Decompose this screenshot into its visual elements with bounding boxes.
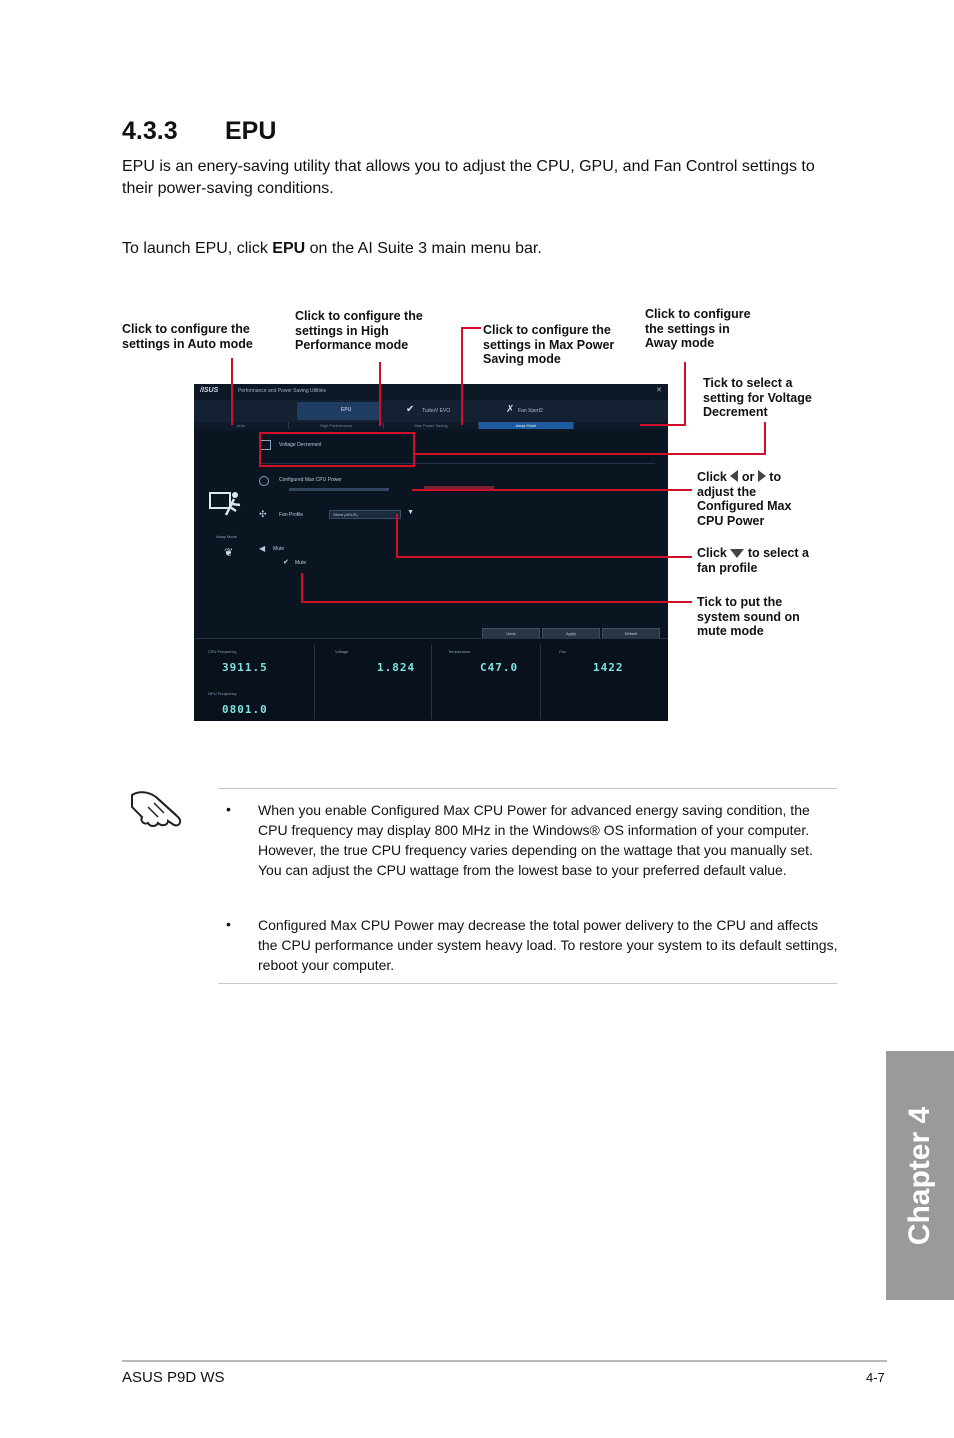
note-top-rule (218, 788, 837, 789)
subtab-auto[interactable]: Auto (194, 422, 289, 429)
epu-tab[interactable] (297, 402, 381, 420)
voltage-stat-label: Voltage (335, 649, 349, 654)
fan-profile-label: Fan Profile (279, 512, 304, 518)
gpu-frequency-label: GPU Frequency (208, 691, 237, 696)
note-text-2: Configured Max CPU Power may decrease the total power delivery to the CPU and affects the CPU performance under system heavy load. To restore your system to its default settings, reboot your computer. (258, 917, 838, 973)
default-button[interactable]: Default (602, 628, 660, 639)
note-bullet-2: • (226, 916, 231, 932)
fan-profile-dropdown[interactable] (329, 509, 414, 519)
app-title: Performance and Power Saving Utilities (238, 388, 327, 394)
mode-bar (194, 400, 668, 422)
cpu-frequency-stat (194, 645, 315, 719)
apply-button[interactable]: Apply (542, 628, 600, 639)
asus-logo: /ISUS (200, 387, 219, 394)
fanxpert-tab[interactable]: Fan Xpert2 (518, 408, 543, 414)
fan-pre: Click (697, 546, 731, 560)
temperature-value: C47.0 (480, 661, 519, 674)
close-icon[interactable]: ✕ (656, 387, 662, 394)
note-bullet-1: • (226, 801, 231, 817)
footer-product: ASUS P9D WS (122, 1369, 225, 1386)
callout-maxps: Click to configure the settings in Max Power Saving mode (483, 323, 615, 366)
chapter-label: Chapter 4 (903, 1106, 936, 1245)
app-titlebar (194, 384, 668, 400)
away-mode-icon (208, 489, 244, 519)
voltage-stat (315, 645, 432, 719)
voltage-label: Voltage Decrement (279, 442, 322, 448)
voltage-stat-value: 1.824 (377, 661, 416, 674)
fan-stat-label: Fan (559, 649, 566, 654)
subtab-high[interactable]: High Performance (289, 422, 384, 429)
callout-high: Click to configure the settings in High Performance mode (295, 309, 423, 352)
temperature-label: Temperature (448, 649, 471, 654)
callout-away: Click to configure the settings in Away mode (645, 307, 751, 350)
launch-pre: To launch EPU, click (122, 240, 273, 257)
mute-title: Mute (273, 546, 285, 552)
cpu-mid: or (738, 470, 758, 484)
fan-profile-row (259, 509, 414, 520)
fan-profile-value: Silent (ASUS) (333, 512, 358, 517)
fan-post: to select a fan profile (697, 546, 809, 575)
launch-post: on the AI Suite 3 main menu bar. (305, 240, 542, 257)
gpu-frequency-value: 0801.0 (222, 703, 268, 716)
fan-blade-icon: ✣ (259, 509, 267, 519)
section-heading (122, 117, 276, 146)
cpu-post: to adjust the Configured Max CPU Power (697, 470, 792, 528)
callout-mute: Tick to put the system sound on mute mode (697, 595, 800, 638)
chapter-tab (886, 1051, 954, 1300)
status-panel (194, 638, 668, 721)
callout-auto: Click to configure the settings in Auto mode (122, 322, 253, 351)
callout-cpu-power (697, 470, 817, 528)
fan-stat-value: 1422 (593, 661, 624, 674)
cpu-pre: Click (697, 470, 731, 484)
note-bottom-rule (218, 983, 837, 984)
epu-tab-label: EPU (341, 407, 352, 413)
leaf-icon: ❦ (224, 547, 234, 559)
undo-button[interactable]: Undo (482, 628, 540, 639)
subtab-maxps[interactable]: Max Power Saving (384, 422, 479, 429)
section-number: 4.3.3 (122, 117, 178, 145)
speaker-icon: ◀ (259, 544, 266, 553)
launch-instruction (122, 240, 542, 258)
subtab-away[interactable]: Away Mode (479, 422, 574, 429)
cpu-power-slider[interactable] (289, 488, 389, 491)
cpu-power-label: Configured Max CPU Power (279, 477, 342, 483)
fan-stat (541, 645, 667, 719)
intro-paragraph: EPU is an enery-saving utility that allows you to adjust the CPU, GPU, and Fan Control settings to their power-saving conditions. (122, 158, 815, 197)
footer-page-number: 4-7 (866, 1370, 885, 1385)
mute-checkbox[interactable]: ✔ (283, 559, 289, 566)
mute-row (259, 544, 307, 566)
away-mode-caption: Away Mode (216, 534, 237, 539)
cpu-frequency-value: 3911.5 (222, 661, 268, 674)
cpu-power-row (259, 476, 342, 488)
arrow-down-icon (730, 549, 744, 558)
note-text-1: When you enable Configured Max CPU Power for advanced energy saving condition, the CPU frequency may display 800 MHz in the Windows® OS information of your computer. However, the true CPU frequency varies depending on the wattage that you manually set. You can adjust the CPU wattage from the lowest base to your preferred default value. (258, 802, 813, 878)
chevron-down-icon[interactable]: ▼ (407, 509, 414, 516)
callout-fan (697, 546, 822, 575)
launch-bold: EPU (272, 240, 306, 257)
mute-label: Mute (295, 560, 307, 566)
gauge-icon (259, 476, 269, 486)
arrow-right-icon (758, 470, 766, 482)
footer-rule (122, 1360, 887, 1362)
note-hand-icon (128, 783, 186, 833)
check-icon: ✔ (406, 404, 415, 415)
temperature-stat (432, 645, 541, 719)
fan-icon: ✗ (506, 404, 515, 415)
divider (259, 463, 655, 464)
mode-subtabs (194, 422, 668, 430)
callout-voltage: Tick to select a setting for Voltage Decrement (703, 376, 812, 419)
section-title: EPU (225, 117, 277, 145)
cpu-frequency-label: CPU Frequency (208, 649, 237, 654)
turbov-tab[interactable]: TurboV EVO (422, 408, 451, 414)
epu-screenshot (194, 384, 668, 721)
